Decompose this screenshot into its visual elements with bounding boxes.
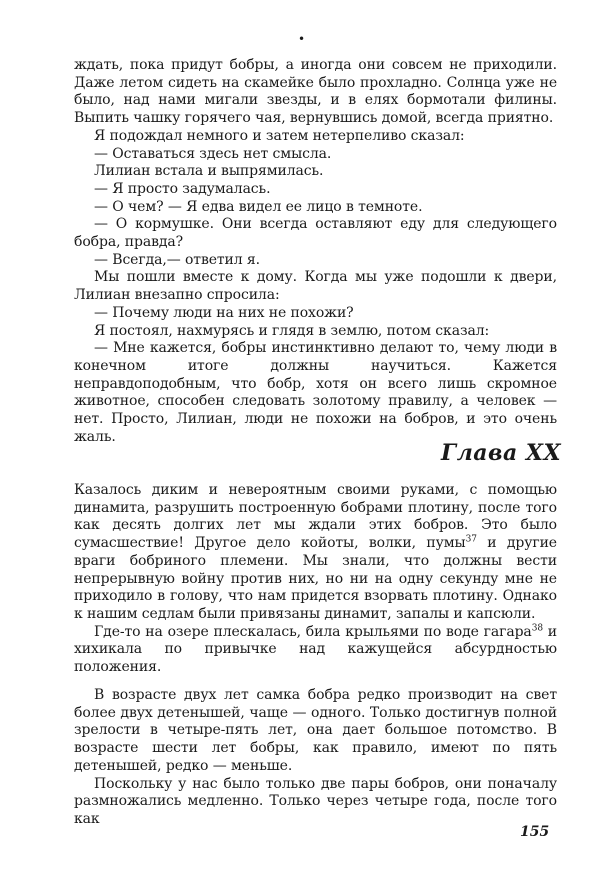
section-1-text <box>74 57 557 446</box>
section-2-text <box>74 482 557 677</box>
dialogue-line: — Почему люди на них не похожи? <box>94 304 354 321</box>
paragraph <box>74 624 557 677</box>
paragraph-text: и хихикала по привычке над кажущейся абсурдностью положения. <box>74 623 557 676</box>
dialogue-line: — Я просто задумалась. <box>94 180 271 197</box>
paragraph: ждать, пока придут бобры, а иногда они совсем не приходили. Даже летом сидеть на скамейке было прохладно. Солнца уже не было, над нами мигали звезды, и в елях бормотали филины. Выпить чашку горячего чая, вернувшись домой, всегда приятно. <box>74 57 557 127</box>
dialogue-line: — Всегда,— ответил я. <box>94 251 261 268</box>
paragraph: В возрасте двух лет самка бобра редко производит на свет более двух детенышей, чаще — одного. Только достигнув полной зрелости в четыре-пять лет, она дает большое потомство. В возрасте шести лет бобры, как правило, имеют по пять детенышей, редко — меньше. <box>74 687 557 774</box>
paragraph: Я подождал немного и затем нетерпеливо сказал: <box>94 127 465 144</box>
dialogue-line: — Оставаться здесь нет смысла. <box>94 145 332 162</box>
paragraph-text: и другие враги бобриного племени. Мы знали, что должны вести непрерывную войну против них, но ни на одну секунду мне не приходило в голову, что нам придется взорвать плотину. Однако к нашим седлам были привязаны динамит, запалы и капсюли. <box>74 535 557 622</box>
paragraph-text: Где-то на озере плескалась, била крыльями по воде гагара <box>94 623 532 640</box>
paragraph: Я постоял, нахмурясь и глядя в землю, потом сказал: <box>94 322 490 339</box>
footnote-ref: 37 <box>465 534 477 545</box>
header-mark: • <box>298 32 306 46</box>
chapter-title: Глава XX <box>441 440 562 466</box>
paragraph-text: Казалось диким и невероятным своими руками, с помощью динамита, разрушить построенную бобрами плотину, после того как десять долгих лет мы ждали этих бобров. Это было сумасшествие! Другое дело койоты, волки, пумы <box>74 482 557 552</box>
paragraph <box>74 482 557 624</box>
page-number: 155 <box>520 824 550 840</box>
dialogue-line: — Мне кажется, бобры инстинктивно делают то, чему люди в конечном итоге должны научиться. Кажется неправдоподобным, что бобр, хотя он всего лишь скромное животное, способен следовать золотому правилу, а человек — нет. Просто, Лилиан, люди не похожи на бобров, и это очень жаль. <box>74 340 557 445</box>
paragraph: Мы пошли вместе к дому. Когда мы уже подошли к двери, Лилиан внезапно спросила: <box>74 269 557 304</box>
dialogue-line: — О кормушке. Они всегда оставляют еду для следующего бобра, правда? <box>74 216 557 251</box>
dialogue-line: — О чем? — Я едва видел ее лицо в темноте. <box>94 198 423 215</box>
section-3-text <box>74 687 557 829</box>
footnote-ref: 38 <box>531 622 543 633</box>
paragraph: Лилиан встала и выпрямилась. <box>94 163 324 180</box>
paragraph: Поскольку у нас было только две пары бобров, они поначалу размножались медленно. Только через четыре года, после того как <box>74 775 557 827</box>
